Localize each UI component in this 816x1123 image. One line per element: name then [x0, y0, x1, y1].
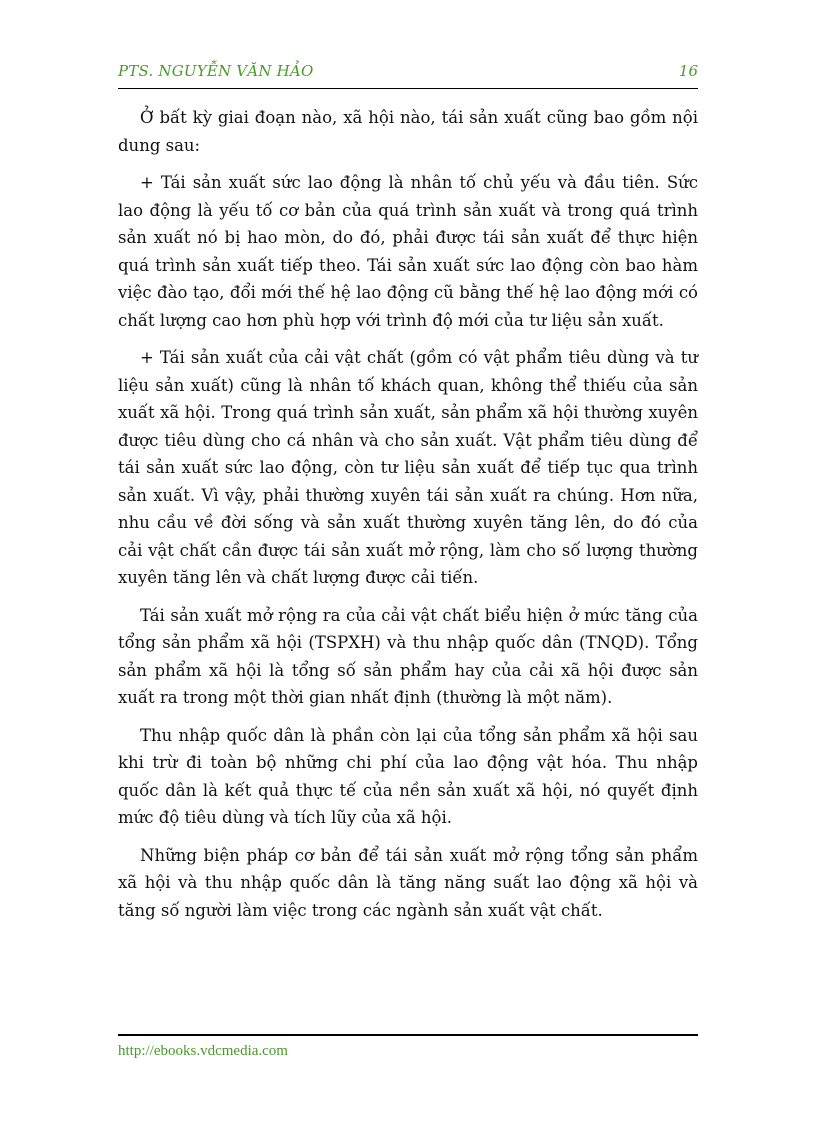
footer-divider — [118, 1034, 698, 1036]
paragraph: Thu nhập quốc dân là phần còn lại của tổng sản phẩm xã hội sau khi trừ đi toàn bộ những chi phí của lao động vật hóa. Thu nhập quốc dân là kết quả thực tế của nền sản xuất xã hội, nó quyết định mức độ tiêu dùng và tích lũy của xã hội. — [118, 725, 698, 827]
footer-url[interactable]: http://ebooks.vdcmedia.com — [118, 1043, 288, 1059]
paragraph: Ở bất kỳ giai đoạn nào, xã hội nào, tái sản xuất cũng bao gồm nội dung sau: — [118, 108, 698, 155]
author-name: PTS. NGUYỄN VĂN HẢO — [118, 62, 314, 80]
paragraph: Những biện pháp cơ bản để tái sản xuất mở rộng tổng sản phẩm xã hội và thu nhập quốc dân là tăng năng suất lao động xã hội và tăng số người làm việc trong các ngành sản xuất vật chất. — [118, 845, 698, 920]
paragraph: + Tái sản xuất của cải vật chất (gồm có vật phẩm tiêu dùng và tư liệu sản xuất) cũng là nhân tố khách quan, không thể thiếu của sản xuất xã hội. Trong quá trình sản xuất, sản phẩm xã hội thường xuyên được tiêu dùng cho cá nhân và cho sản xuất. Vật phẩm tiêu dùng để tái sản xuất sức lao động, còn tư liệu sản xuất để tiếp tục qua trình sản xuất. Vì vậy, phải thường xuyên tái sản xuất ra chúng. Hơn nữa, nhu cầu về đời sống và sản xuất thường xuyên tăng lên, do đó của cải vật chất cần được tái sản xuất mở rộng, làm cho số lượng thường xuyên tăng lên và chất lượng được cải tiến. — [118, 348, 698, 587]
page-header — [118, 62, 698, 89]
paragraph: Tái sản xuất mở rộng ra của cải vật chất biểu hiện ở mức tăng của tổng sản phẩm xã hội (TSPXH) và thu nhập quốc dân (TNQD). Tổng sản phẩm xã hội là tổng số sản phẩm hay của cải xã hội được sản xuất ra trong một thời gian nhất định (thường là một năm). — [118, 605, 698, 707]
page-number: 16 — [678, 62, 698, 80]
body-text — [118, 104, 698, 934]
paragraph: + Tái sản xuất sức lao động là nhân tố chủ yếu và đầu tiên. Sức lao động là yếu tố cơ bản của quá trình sản xuất và trong quá trình sản xuất nó bị hao mòn, do đó, phải được tái sản xuất để thực hiện quá trình sản xuất tiếp theo. Tái sản xuất sức lao động còn bao hàm việc đào tạo, đổi mới thế hệ lao động cũ bằng thế hệ lao động mới có chất lượng cao hơn phù hợp với trình độ mới của tư liệu sản xuất. — [118, 173, 698, 330]
